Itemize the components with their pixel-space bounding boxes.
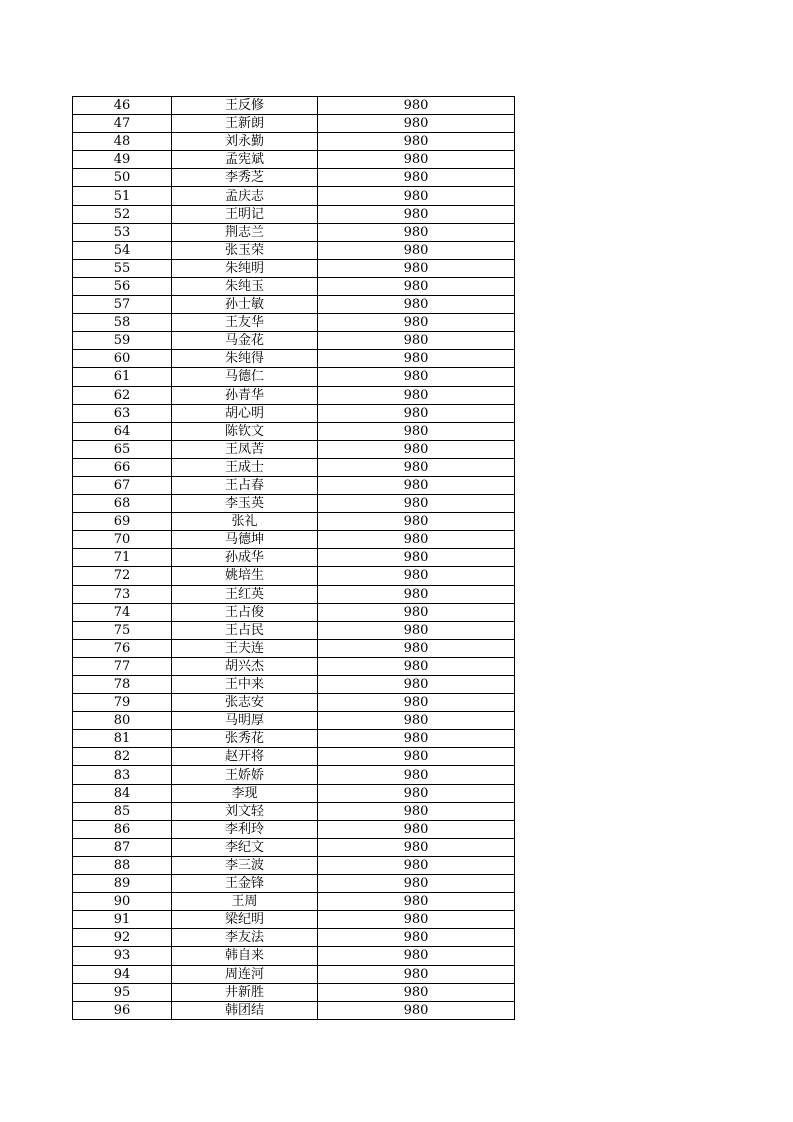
row-number-cell: 85 — [73, 802, 172, 820]
name-cell: 韩团结 — [172, 1001, 318, 1019]
name-cell: 马德坤 — [172, 531, 318, 549]
name-cell: 王占春 — [172, 476, 318, 494]
table-row — [73, 639, 515, 657]
amount-cell: 980 — [318, 205, 515, 223]
table-row — [73, 856, 515, 874]
table-row — [73, 820, 515, 838]
name-cell: 王中来 — [172, 676, 318, 694]
table-row — [73, 911, 515, 929]
amount-cell: 980 — [318, 676, 515, 694]
table-row — [73, 657, 515, 675]
row-number-cell: 57 — [73, 296, 172, 314]
table-row — [73, 115, 515, 133]
table-row — [73, 838, 515, 856]
amount-cell: 980 — [318, 621, 515, 639]
table-row — [73, 476, 515, 494]
name-cell: 朱纯明 — [172, 259, 318, 277]
row-number-cell: 83 — [73, 766, 172, 784]
table-row — [73, 603, 515, 621]
row-number-cell: 48 — [73, 133, 172, 151]
row-number-cell: 79 — [73, 694, 172, 712]
row-number-cell: 63 — [73, 404, 172, 422]
name-cell: 王友华 — [172, 314, 318, 332]
name-cell: 张秀花 — [172, 730, 318, 748]
table-row — [73, 169, 515, 187]
name-cell: 孙士敏 — [172, 296, 318, 314]
name-cell: 王成士 — [172, 458, 318, 476]
name-cell: 李玉英 — [172, 495, 318, 513]
name-cell: 王周 — [172, 893, 318, 911]
amount-cell: 980 — [318, 911, 515, 929]
name-cell: 王夫连 — [172, 639, 318, 657]
amount-cell: 980 — [318, 694, 515, 712]
name-cell: 王红英 — [172, 585, 318, 603]
name-cell: 王占民 — [172, 621, 318, 639]
row-number-cell: 76 — [73, 639, 172, 657]
table-row — [73, 350, 515, 368]
row-number-cell: 87 — [73, 838, 172, 856]
row-number-cell: 70 — [73, 531, 172, 549]
row-number-cell: 78 — [73, 676, 172, 694]
row-number-cell: 82 — [73, 748, 172, 766]
name-cell: 李现 — [172, 784, 318, 802]
row-number-cell: 92 — [73, 929, 172, 947]
table-row — [73, 730, 515, 748]
table-row — [73, 802, 515, 820]
amount-cell: 980 — [318, 495, 515, 513]
amount-cell: 980 — [318, 513, 515, 531]
amount-cell: 980 — [318, 440, 515, 458]
data-table — [72, 96, 515, 1020]
amount-cell: 980 — [318, 766, 515, 784]
amount-cell: 980 — [318, 1001, 515, 1019]
table-row — [73, 368, 515, 386]
name-cell: 姚培生 — [172, 567, 318, 585]
table-row — [73, 97, 515, 115]
row-number-cell: 86 — [73, 820, 172, 838]
amount-cell: 980 — [318, 458, 515, 476]
row-number-cell: 95 — [73, 983, 172, 1001]
table-row — [73, 676, 515, 694]
table-row — [73, 314, 515, 332]
row-number-cell: 89 — [73, 875, 172, 893]
table-row — [73, 151, 515, 169]
name-cell: 陈钦文 — [172, 422, 318, 440]
amount-cell: 980 — [318, 350, 515, 368]
amount-cell: 980 — [318, 983, 515, 1001]
amount-cell: 980 — [318, 838, 515, 856]
amount-cell: 980 — [318, 277, 515, 295]
amount-cell: 980 — [318, 404, 515, 422]
row-number-cell: 71 — [73, 549, 172, 567]
row-number-cell: 58 — [73, 314, 172, 332]
name-cell: 赵开将 — [172, 748, 318, 766]
table-row — [73, 549, 515, 567]
amount-cell: 980 — [318, 712, 515, 730]
table-row — [73, 748, 515, 766]
row-number-cell: 72 — [73, 567, 172, 585]
table-row — [73, 947, 515, 965]
table-row — [73, 585, 515, 603]
name-cell: 朱纯得 — [172, 350, 318, 368]
name-cell: 刘文轻 — [172, 802, 318, 820]
row-number-cell: 55 — [73, 259, 172, 277]
row-number-cell: 52 — [73, 205, 172, 223]
table-row — [73, 766, 515, 784]
table-row — [73, 386, 515, 404]
amount-cell: 980 — [318, 296, 515, 314]
row-number-cell: 84 — [73, 784, 172, 802]
amount-cell: 980 — [318, 133, 515, 151]
amount-cell: 980 — [318, 476, 515, 494]
amount-cell: 980 — [318, 151, 515, 169]
amount-cell: 980 — [318, 585, 515, 603]
name-cell: 马金花 — [172, 332, 318, 350]
row-number-cell: 69 — [73, 513, 172, 531]
table-row — [73, 422, 515, 440]
table-row — [73, 495, 515, 513]
name-cell: 王明记 — [172, 205, 318, 223]
name-cell: 孙青华 — [172, 386, 318, 404]
row-number-cell: 88 — [73, 856, 172, 874]
row-number-cell: 61 — [73, 368, 172, 386]
name-cell: 张志安 — [172, 694, 318, 712]
table-row — [73, 531, 515, 549]
row-number-cell: 68 — [73, 495, 172, 513]
amount-cell: 980 — [318, 965, 515, 983]
row-number-cell: 93 — [73, 947, 172, 965]
table-row — [73, 296, 515, 314]
table-row — [73, 694, 515, 712]
table-body — [73, 97, 515, 1020]
amount-cell: 980 — [318, 929, 515, 947]
row-number-cell: 49 — [73, 151, 172, 169]
name-cell: 井新胜 — [172, 983, 318, 1001]
row-number-cell: 90 — [73, 893, 172, 911]
amount-cell: 980 — [318, 187, 515, 205]
amount-cell: 980 — [318, 97, 515, 115]
name-cell: 张玉荣 — [172, 241, 318, 259]
table-row — [73, 277, 515, 295]
row-number-cell: 81 — [73, 730, 172, 748]
row-number-cell: 94 — [73, 965, 172, 983]
row-number-cell: 65 — [73, 440, 172, 458]
name-cell: 梁纪明 — [172, 911, 318, 929]
row-number-cell: 53 — [73, 223, 172, 241]
amount-cell: 980 — [318, 169, 515, 187]
table-row — [73, 223, 515, 241]
row-number-cell: 47 — [73, 115, 172, 133]
amount-cell: 980 — [318, 115, 515, 133]
amount-cell: 980 — [318, 422, 515, 440]
row-number-cell: 75 — [73, 621, 172, 639]
name-cell: 胡兴杰 — [172, 657, 318, 675]
name-cell: 马明厚 — [172, 712, 318, 730]
table-row — [73, 929, 515, 947]
row-number-cell: 66 — [73, 458, 172, 476]
table-row — [73, 965, 515, 983]
amount-cell: 980 — [318, 856, 515, 874]
table-row — [73, 404, 515, 422]
table-row — [73, 784, 515, 802]
amount-cell: 980 — [318, 531, 515, 549]
table-row — [73, 893, 515, 911]
amount-cell: 980 — [318, 223, 515, 241]
name-cell: 王金锋 — [172, 875, 318, 893]
amount-cell: 980 — [318, 567, 515, 585]
name-cell: 孙成华 — [172, 549, 318, 567]
amount-cell: 980 — [318, 893, 515, 911]
name-cell: 朱纯玉 — [172, 277, 318, 295]
name-cell: 周连河 — [172, 965, 318, 983]
amount-cell: 980 — [318, 947, 515, 965]
row-number-cell: 51 — [73, 187, 172, 205]
row-number-cell: 59 — [73, 332, 172, 350]
row-number-cell: 62 — [73, 386, 172, 404]
amount-cell: 980 — [318, 332, 515, 350]
row-number-cell: 64 — [73, 422, 172, 440]
row-number-cell: 56 — [73, 277, 172, 295]
name-cell: 李友法 — [172, 929, 318, 947]
row-number-cell: 50 — [73, 169, 172, 187]
name-cell: 王反修 — [172, 97, 318, 115]
table-row — [73, 332, 515, 350]
name-cell: 刘永勤 — [172, 133, 318, 151]
table-row — [73, 259, 515, 277]
table-row — [73, 133, 515, 151]
amount-cell: 980 — [318, 368, 515, 386]
table-row — [73, 983, 515, 1001]
table-row — [73, 440, 515, 458]
row-number-cell: 73 — [73, 585, 172, 603]
amount-cell: 980 — [318, 748, 515, 766]
name-cell: 荆志兰 — [172, 223, 318, 241]
table-row — [73, 621, 515, 639]
name-cell: 胡心明 — [172, 404, 318, 422]
table-row — [73, 205, 515, 223]
table-row — [73, 187, 515, 205]
name-cell: 王占俊 — [172, 603, 318, 621]
amount-cell: 980 — [318, 241, 515, 259]
amount-cell: 980 — [318, 639, 515, 657]
name-cell: 孟宪斌 — [172, 151, 318, 169]
row-number-cell: 60 — [73, 350, 172, 368]
row-number-cell: 54 — [73, 241, 172, 259]
amount-cell: 980 — [318, 259, 515, 277]
amount-cell: 980 — [318, 820, 515, 838]
table-row — [73, 1001, 515, 1019]
amount-cell: 980 — [318, 314, 515, 332]
amount-cell: 980 — [318, 784, 515, 802]
row-number-cell: 77 — [73, 657, 172, 675]
table-row — [73, 875, 515, 893]
amount-cell: 980 — [318, 549, 515, 567]
name-cell: 李三波 — [172, 856, 318, 874]
amount-cell: 980 — [318, 603, 515, 621]
row-number-cell: 91 — [73, 911, 172, 929]
row-number-cell: 96 — [73, 1001, 172, 1019]
amount-cell: 980 — [318, 875, 515, 893]
table-row — [73, 513, 515, 531]
table-row — [73, 712, 515, 730]
table-row — [73, 241, 515, 259]
amount-cell: 980 — [318, 730, 515, 748]
amount-cell: 980 — [318, 657, 515, 675]
name-cell: 张礼 — [172, 513, 318, 531]
row-number-cell: 80 — [73, 712, 172, 730]
name-cell: 王新朗 — [172, 115, 318, 133]
table-row — [73, 567, 515, 585]
row-number-cell: 46 — [73, 97, 172, 115]
amount-cell: 980 — [318, 386, 515, 404]
row-number-cell: 67 — [73, 476, 172, 494]
table-row — [73, 458, 515, 476]
name-cell: 王凤苦 — [172, 440, 318, 458]
name-cell: 李秀芝 — [172, 169, 318, 187]
name-cell: 李纪文 — [172, 838, 318, 856]
name-cell: 李利玲 — [172, 820, 318, 838]
name-cell: 韩自来 — [172, 947, 318, 965]
name-cell: 马德仁 — [172, 368, 318, 386]
amount-cell: 980 — [318, 802, 515, 820]
row-number-cell: 74 — [73, 603, 172, 621]
name-cell: 王娇娇 — [172, 766, 318, 784]
name-cell: 孟庆志 — [172, 187, 318, 205]
